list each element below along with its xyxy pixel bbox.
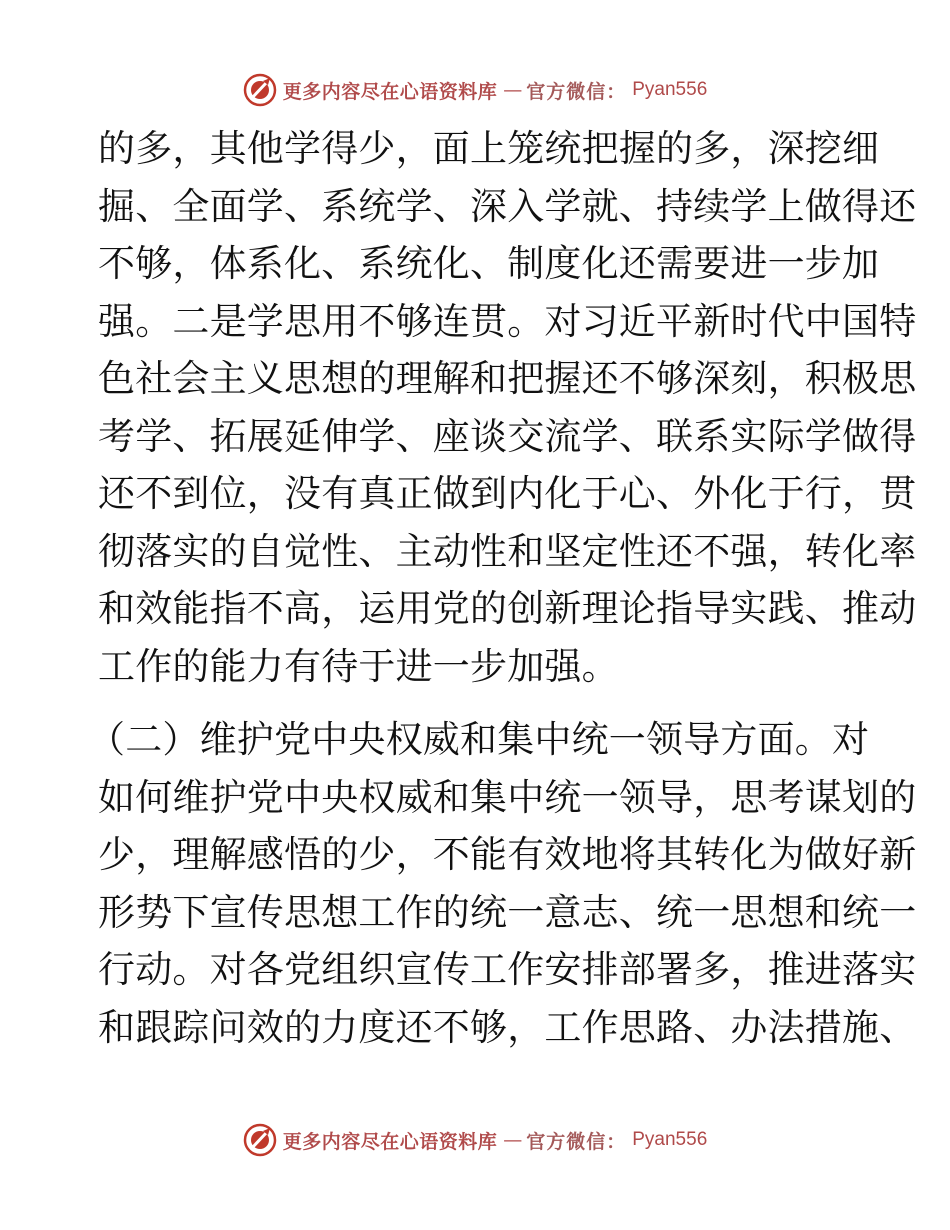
text-line: 的多，其他学得少，面上笼统把握的多，深挖细 bbox=[98, 127, 880, 170]
text-line: 考学、拓展延伸学、座谈交流学、联系实际学做得 bbox=[98, 414, 917, 458]
section-heading-line: （二）维护党中央权威和集中统一领导方面。对 bbox=[88, 718, 870, 761]
text-line: 行动。对各党组织宣传工作安排部署多，推进落实 bbox=[98, 948, 917, 991]
text-line: 少，理解感悟的少，不能有效地将其转化为做好新 bbox=[98, 833, 917, 876]
brand-logo-icon bbox=[243, 73, 277, 107]
text-line: 掘、全面学、系统学、深入学就、持续学上做得还 bbox=[98, 184, 917, 228]
watermark-text: 更多内容尽在心语资料库 bbox=[282, 80, 498, 103]
paragraph-1 bbox=[98, 120, 917, 695]
text-line: 形势下宣传思想工作的统一意志、统一思想和统一 bbox=[98, 890, 917, 934]
watermark-label: 官方微信： bbox=[526, 1130, 627, 1153]
paragraph-2 bbox=[88, 711, 917, 1056]
text-line: 彻落实的自觉性、主动性和坚定性还不强，转化率 bbox=[98, 529, 917, 573]
watermark-label: 官方微信： bbox=[526, 80, 627, 103]
document-body bbox=[88, 120, 917, 1056]
text-line: 和效能指不高，运用党的创新理论指导实践、推动 bbox=[98, 587, 917, 630]
header-watermark bbox=[0, 70, 950, 110]
watermark-account: Pyan556 bbox=[632, 1129, 708, 1150]
footer-watermark bbox=[0, 1120, 950, 1160]
brand-logo-icon bbox=[243, 1123, 277, 1157]
text-line: 色社会主义思想的理解和把握还不够深刻，积极思 bbox=[98, 357, 917, 400]
text-line: 还不到位，没有真正做到内化于心、外化于行，贯 bbox=[98, 472, 917, 515]
watermark-dash: — bbox=[503, 1129, 521, 1151]
watermark-account: Pyan556 bbox=[632, 79, 708, 100]
text-line: 如何维护党中央权威和集中统一领导，思考谋划的 bbox=[98, 775, 917, 819]
text-line: 不够，体系化、系统化、制度化还需要进一步加 bbox=[98, 242, 880, 285]
text-line: 和跟踪问效的力度还不够，工作思路、办法措施、 bbox=[98, 1005, 917, 1049]
watermark-dash: — bbox=[503, 79, 521, 101]
text-line: 强。二是学思用不够连贯。对习近平新时代中国特 bbox=[98, 299, 917, 343]
text-line: 工作的能力有待于进一步加强。 bbox=[98, 644, 619, 688]
paragraph-gap bbox=[98, 695, 858, 711]
watermark-text: 更多内容尽在心语资料库 bbox=[282, 1130, 498, 1153]
